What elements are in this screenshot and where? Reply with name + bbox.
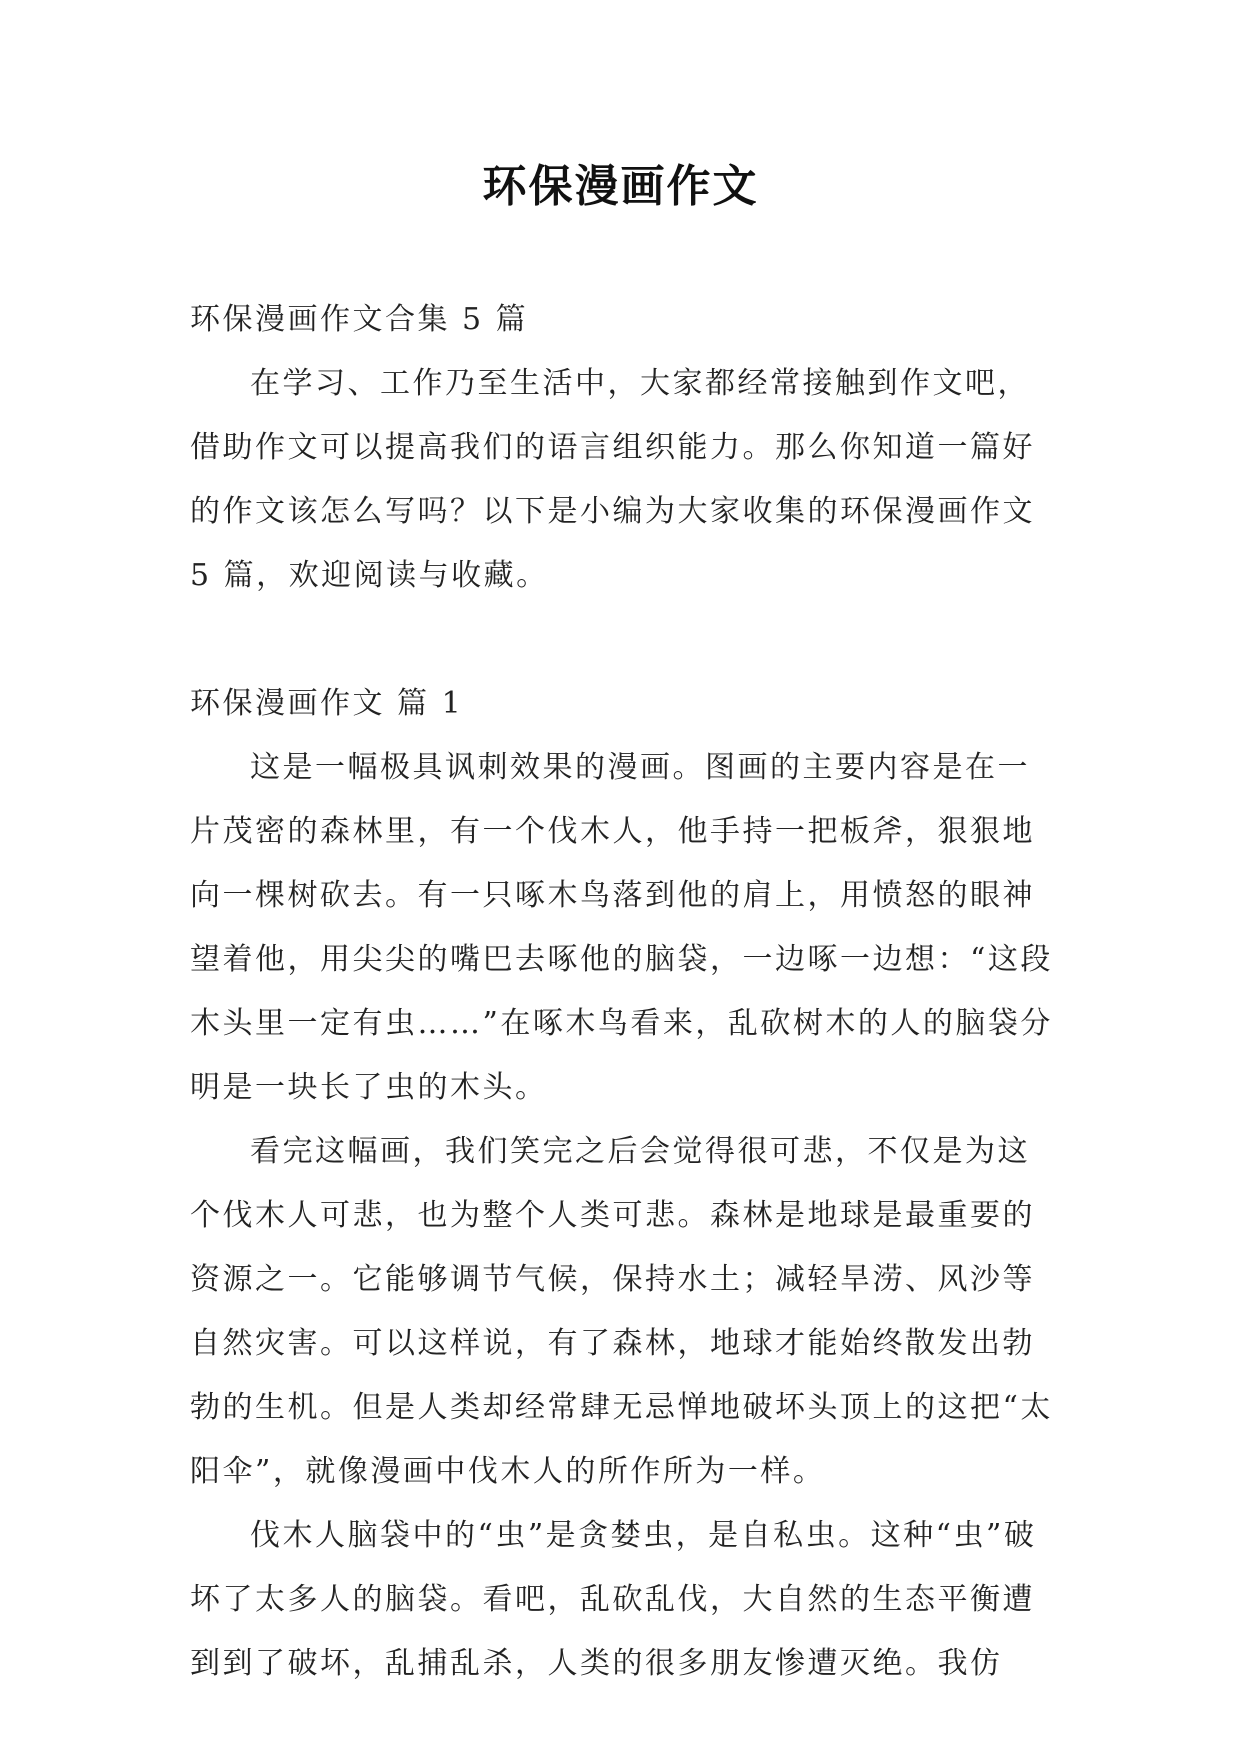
essay-paragraph: 这是一幅极具讽刺效果的漫画。图画的主要内容是在一片茂密的森林里，有一个伐木人，他手持一把板斧，狠狠地向一棵树砍去。有一只啄木鸟落到他的肩上，用愤怒的眼神望着他，用尖尖的嘴巴去啄他的脑袋，一边啄一边想：“这段木头里一定有虫……”在啄木鸟看来，乱砍树木的人的脑袋分明是一块长了虫的木头。 — [190, 750, 1053, 1105]
collection-heading: 环保漫画作文合集 5 篇 — [190, 302, 529, 337]
essay-paragraph: 看完这幅画，我们笑完之后会觉得很可悲，不仅是为这个伐木人可悲，也为整个人类可悲。森林是地球是最重要的资源之一。它能够调节气候，保持水土；减轻旱涝、风沙等自然灾害。可以这样说，有了森林，地球才能始终散发出勃勃的生机。但是人类却经常肆无忌惮地破坏头顶上的这把“太阳伞”，就像漫画中伐木人的所作所为一样。 — [190, 1134, 1053, 1489]
essay-heading: 环保漫画作文 篇 1 — [190, 686, 464, 721]
essay-paragraph: 伐木人脑袋中的“虫”是贪婪虫，是自私虫。这种“虫”破坏了太多人的脑袋。看吧，乱砍乱伐，大自然的生态平衡遭到到了破坏，乱捕乱杀，人类的很多朋友惨遭灭绝。我仿 — [190, 1518, 1037, 1681]
document-body — [190, 288, 1056, 1696]
document-title: 环保漫画作文 — [482, 161, 759, 212]
section-spacer — [190, 608, 1056, 672]
intro-paragraph: 在学习、工作乃至生活中，大家都经常接触到作文吧，借助作文可以提高我们的语言组织能力。那么你知道一篇好的作文该怎么写吗？以下是小编为大家收集的环保漫画作文 5 篇，欢迎阅读与收藏。 — [190, 366, 1035, 593]
